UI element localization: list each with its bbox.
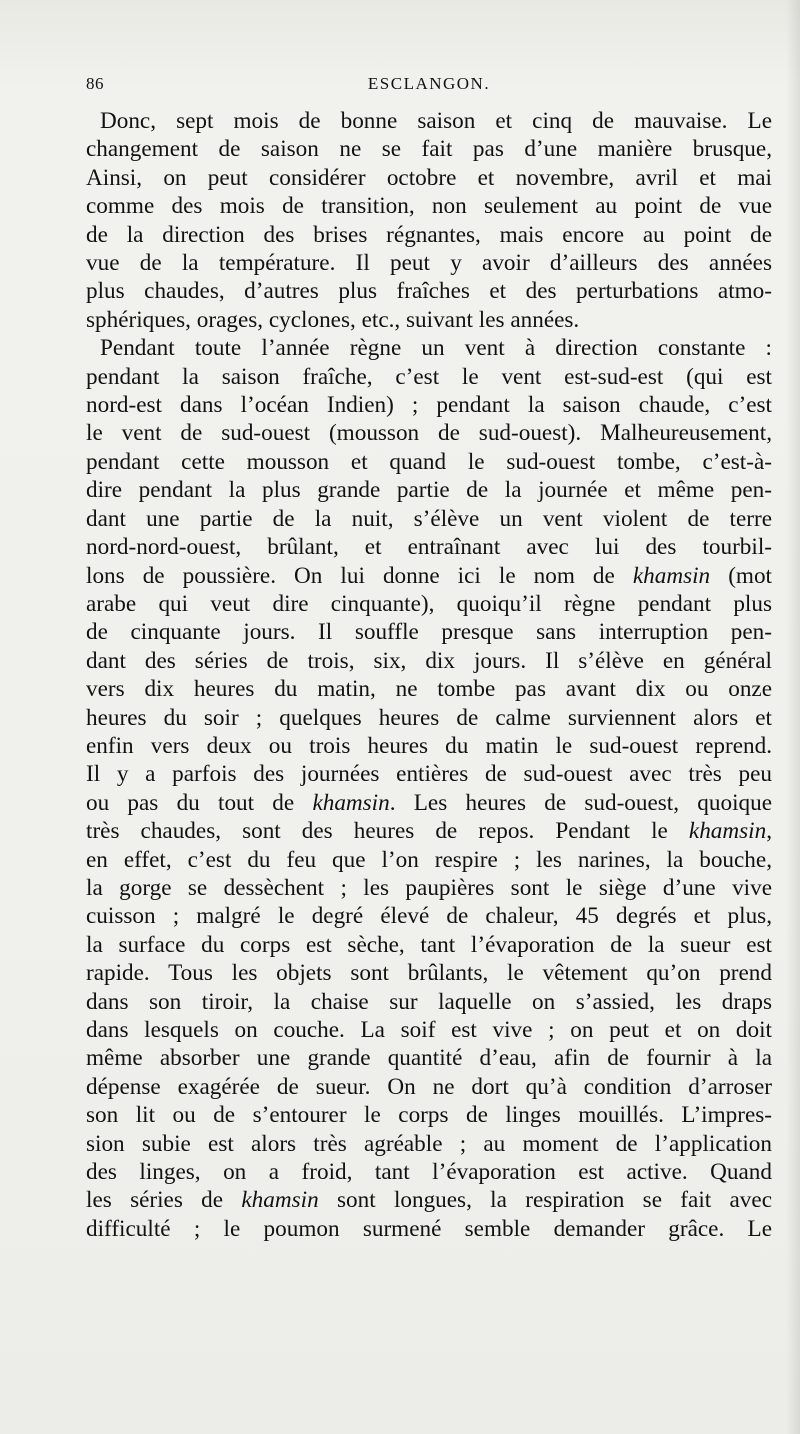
text-line: en effet, c’est du feu que l’on respire ; les narines, la bouche,	[86, 846, 772, 873]
text-line: nord-est dans l’océan Indien) ; pendant la saison chaude, c’est	[86, 392, 772, 419]
text-line: nord-nord-ouest, brûlant, et entraînant avec lui des tourbil-	[86, 534, 772, 561]
text-line: le vent de sud-ouest (mousson de sud-ouest). Malheureusement,	[86, 420, 772, 447]
text-line: cuisson ; malgré le degré élevé de chaleur, 45 degrés et plus,	[86, 903, 772, 930]
text-line: la gorge se dessèchent ; les paupières sont le siège d’une vive	[86, 874, 772, 901]
text-line: Donc, sept mois de bonne saison et cinq de mauvaise. Le	[100, 108, 772, 134]
text-line: dans lesquels on couche. La soif est vive ; on peut et on doit	[86, 1017, 772, 1043]
text-line: arabe qui veut dire cinquante), quoiqu’il règne pendant plus	[86, 590, 772, 617]
text-line: vue de la température. Il peut y avoir d’ailleurs des années	[86, 250, 772, 277]
text-line: changement de saison ne se fait pas d’une manière brusque,	[86, 136, 772, 163]
text-line: des linges, on a froid, tant l’évaporation est active. Quand	[86, 1159, 772, 1186]
text-line: rapide. Tous les objets sont brûlants, le vêtement qu’on prend	[86, 960, 772, 987]
text-line: heures du soir ; quelques heures de calme surviennent alors et	[86, 704, 772, 731]
text-line: enfin vers deux ou trois heures du matin le sud-ouest reprend.	[86, 732, 772, 759]
text-line: dépense exagérée de sueur. On ne dort qu’à condition d’arroser	[86, 1073, 772, 1100]
text-line: dans son tiroir, la chaise sur laquelle on s’assied, les draps	[86, 988, 772, 1015]
page-edge-shadow	[786, 0, 800, 1434]
text-line: Pendant toute l’année règne un vent à direction constante :	[100, 335, 772, 362]
running-head: ESCLANGON.	[367, 74, 491, 93]
text-line: son lit ou de s’entourer le corps de linges mouillés. L’impres-	[86, 1102, 772, 1129]
text-line: lons de poussière. On lui donne ici le nom de khamsin (mot	[86, 562, 772, 589]
text-line: sphériques, orages, cyclones, etc., suivant les années.	[86, 306, 580, 333]
text-line: très chaudes, sont des heures de repos. Pendant le khamsin,	[86, 818, 772, 845]
text-line: vers dix heures du matin, ne tombe pas avant dix ou onze	[86, 676, 772, 703]
text-line: dire pendant la plus grande partie de la journée et même pen-	[86, 477, 772, 504]
text-line: Il y a parfois des journées entières de sud-ouest avec très peu	[86, 761, 772, 788]
text-line: même absorber une grande quantité d’eau, afin de fournir à la	[86, 1045, 772, 1072]
text-line: dant des séries de trois, six, dix jours. Il s’élève en général	[86, 647, 772, 674]
text-line: la surface du corps est sèche, tant l’évaporation de la sueur est	[86, 931, 772, 958]
text-line: de la direction des brises régnantes, mais encore au point de	[86, 221, 772, 248]
text-line: comme des mois de transition, non seulement au point de vue	[86, 193, 772, 220]
text-line: plus chaudes, d’autres plus fraîches et des perturbations atmo-	[86, 278, 772, 305]
page-number: 86	[86, 74, 104, 93]
text-line: Ainsi, on peut considérer octobre et novembre, avril et mai	[86, 164, 772, 191]
page-header	[86, 74, 772, 98]
text-line: sion subie est alors très agréable ; au moment de l’application	[86, 1130, 772, 1157]
body-text	[86, 107, 772, 1243]
text-line: dant une partie de la nuit, s’élève un vent violent de terre	[86, 505, 772, 532]
text-line: de cinquante jours. Il souffle presque sans interruption pen-	[86, 619, 772, 646]
text-line: pendant la saison fraîche, c’est le vent est-sud-est (qui est	[86, 363, 772, 390]
text-line: difficulté ; le poumon surmené semble demander grâce. Le	[86, 1215, 772, 1242]
text-line: les séries de khamsin sont longues, la respiration se fait avec	[86, 1187, 772, 1214]
text-line: ou pas du tout de khamsin. Les heures de sud-ouest, quoique	[86, 789, 772, 816]
text-line: pendant cette mousson et quand le sud-ouest tombe, c’est-à-	[86, 448, 772, 475]
